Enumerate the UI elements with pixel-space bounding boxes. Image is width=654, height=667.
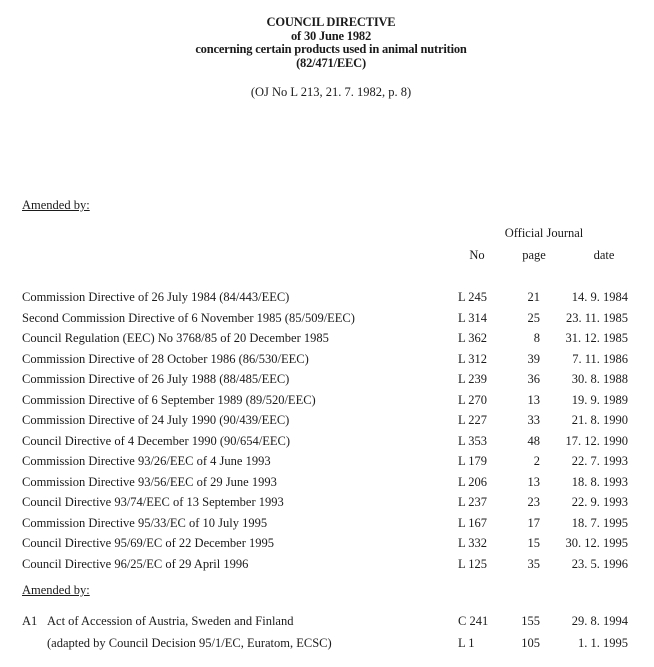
row-description: Commission Directive 93/56/EEC of 29 June 1993 — [22, 474, 277, 489]
table-row — [22, 390, 628, 411]
row-oj-number: L 353 — [458, 433, 488, 448]
row-oj-page: 13 — [527, 474, 540, 489]
row-oj-date: 19. 9. 1989 — [571, 392, 628, 407]
row-oj-page: 23 — [527, 495, 540, 509]
row-oj-page: 2 — [533, 454, 540, 468]
row-oj-page: 15 — [527, 536, 540, 550]
row-oj-page: 105 — [521, 636, 540, 650]
row-description: Council Directive 96/25/EC of 29 April 1996 — [22, 556, 249, 571]
row-oj-page: 39 — [527, 351, 540, 366]
row-oj-page: 13 — [527, 392, 540, 407]
row-description: (adapted by Council Decision 95/1/EC, Euratom, ECSC) — [47, 636, 332, 650]
table-row — [22, 472, 628, 493]
table-row — [22, 308, 628, 329]
amendments-table — [22, 287, 628, 574]
table-row — [22, 287, 628, 308]
row-description: Council Regulation (EEC) No 3768/85 of 20 December 1985 — [22, 331, 329, 345]
title-block — [8, 16, 654, 70]
document-number-line: (82/471/EEC) — [296, 55, 366, 70]
row-description: Commission Directive of 6 September 1989 (89/520/EEC) — [22, 392, 316, 407]
row-oj-page: 8 — [533, 331, 540, 345]
row-oj-date: 7. 11. 1986 — [572, 351, 628, 366]
row-oj-page: 155 — [521, 614, 540, 628]
amended-by-label-2: Amended by: — [22, 583, 90, 597]
row-oj-date: 22. 9. 1993 — [571, 495, 628, 509]
row-oj-number: L 206 — [458, 474, 488, 489]
row-oj-number: L 1 — [458, 636, 475, 650]
row-oj-number: L 314 — [458, 310, 488, 325]
oj-reference: (OJ No L 213, 21. 7. 1982, p. 8) — [250, 85, 412, 99]
row-oj-date: 18. 8. 1993 — [571, 474, 628, 489]
row-description: Commission Directive of 26 July 1988 (88/485/EEC) — [22, 372, 290, 386]
official-journal-header: Official Journal — [504, 226, 584, 240]
row-oj-date: 29. 8. 1994 — [571, 614, 628, 628]
row-oj-date: 18. 7. 1995 — [571, 515, 628, 530]
row-oj-date: 30. 8. 1988 — [571, 372, 628, 386]
column-header-no: No — [469, 248, 485, 262]
row-description: Act of Accession of Austria, Sweden and Finland — [47, 614, 294, 628]
row-oj-number: L 245 — [458, 290, 488, 304]
row-description: Commission Directive of 26 July 1984 (84/443/EEC) — [22, 290, 290, 304]
row-oj-date: 17. 12. 1990 — [565, 433, 628, 448]
row-oj-number: L 312 — [458, 351, 488, 366]
table-row — [22, 349, 628, 370]
row-oj-number: L 332 — [458, 536, 488, 550]
amended-by-label-1: Amended by: — [22, 198, 90, 212]
row-description: Commission Directive 95/33/EC of 10 July 1995 — [22, 515, 268, 530]
accession-table — [22, 610, 628, 654]
row-oj-date: 22. 7. 1993 — [571, 454, 628, 468]
column-header-page: page — [522, 248, 546, 262]
row-oj-page: 25 — [527, 310, 540, 325]
row-oj-date: 31. 12. 1985 — [565, 331, 628, 345]
row-oj-number: L 179 — [458, 454, 488, 468]
table-row — [22, 632, 628, 654]
row-oj-date: 23. 11. 1985 — [565, 310, 628, 325]
row-oj-number: L 125 — [458, 556, 488, 571]
row-description: Second Commission Directive of 6 November 1985 (85/509/EEC) — [22, 310, 355, 325]
row-oj-number: L 239 — [458, 372, 488, 386]
table-row — [22, 451, 628, 472]
table-row — [22, 431, 628, 452]
table-row — [22, 610, 628, 632]
row-description: Commission Directive of 28 October 1986 (86/530/EEC) — [22, 351, 309, 366]
table-row — [22, 328, 628, 349]
row-oj-page: 33 — [527, 413, 540, 427]
table-row — [22, 410, 628, 431]
row-oj-page: 35 — [527, 556, 540, 571]
row-oj-page: 48 — [527, 433, 540, 448]
row-oj-page: 17 — [527, 515, 540, 530]
row-oj-date: 30. 12. 1995 — [565, 536, 628, 550]
row-oj-page: 36 — [527, 372, 540, 386]
row-oj-number: L 237 — [458, 495, 488, 509]
row-oj-number: C 241 — [458, 614, 489, 628]
table-row — [22, 492, 628, 513]
row-oj-number: L 167 — [458, 515, 488, 530]
document-date-line: of 30 June 1982 — [291, 28, 371, 43]
table-row — [22, 513, 628, 534]
row-oj-number: L 270 — [458, 392, 488, 407]
row-oj-number: L 362 — [458, 331, 488, 345]
row-description: Commission Directive 93/26/EEC of 4 June 1993 — [22, 454, 271, 468]
row-oj-date: 21. 8. 1990 — [571, 413, 628, 427]
table-row — [22, 554, 628, 575]
row-description: Council Directive 95/69/EC of 22 December 1995 — [22, 536, 275, 550]
table-row — [22, 369, 628, 390]
document-title: COUNCIL DIRECTIVE — [266, 15, 396, 29]
table-row — [22, 533, 628, 554]
row-marker: A1 — [22, 614, 38, 628]
row-oj-date: 14. 9. 1984 — [571, 290, 628, 304]
row-oj-number: L 227 — [458, 413, 488, 427]
row-description: Commission Directive of 24 July 1990 (90/439/EEC) — [22, 413, 290, 427]
row-description: Council Directive of 4 December 1990 (90/654/EEC) — [22, 433, 290, 448]
row-oj-date: 23. 5. 1996 — [571, 556, 628, 571]
column-header-date: date — [593, 248, 615, 262]
row-oj-date: 1. 1. 1995 — [578, 636, 628, 650]
row-description: Council Directive 93/74/EEC of 13 September 1993 — [22, 495, 284, 509]
document-subject-line: concerning certain products used in animal nutrition — [195, 42, 467, 57]
row-oj-page: 21 — [527, 290, 540, 304]
